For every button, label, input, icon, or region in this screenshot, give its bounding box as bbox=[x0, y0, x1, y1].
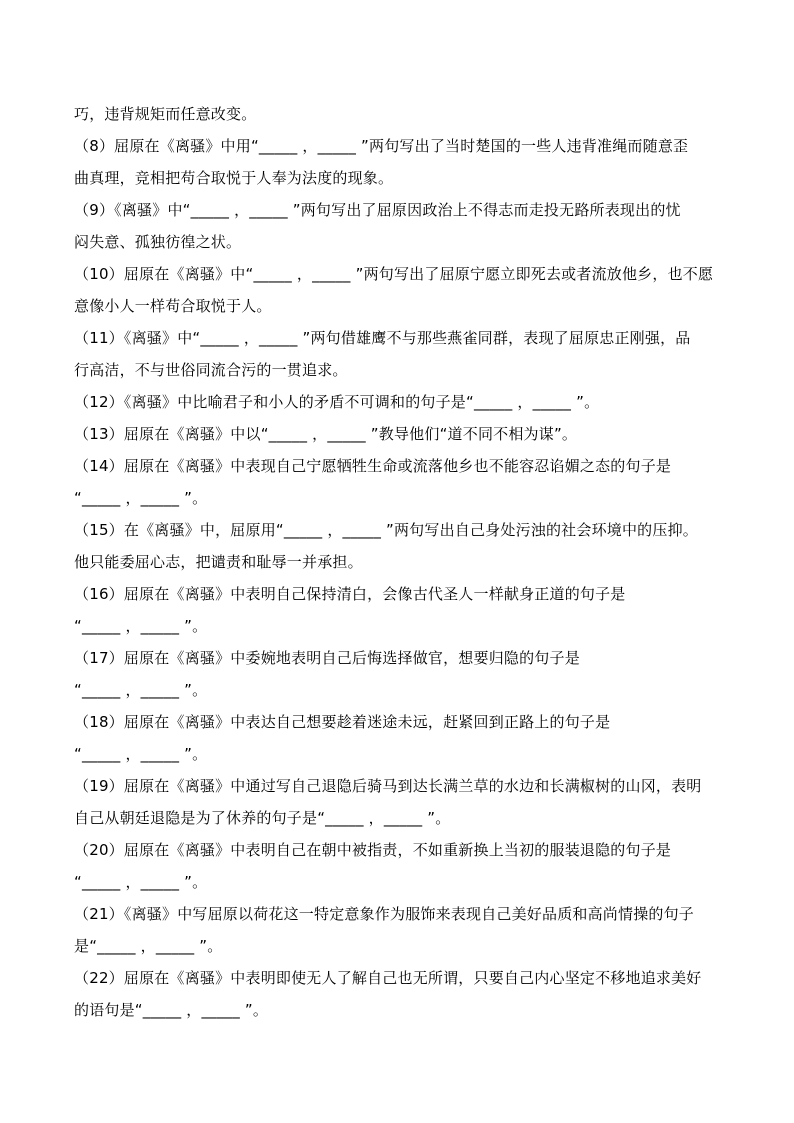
question-15-line-2: 他只能委屈心志，把谴责和耻辱一并承担。 bbox=[74, 553, 363, 571]
question-8-line-1: （8）屈原在《离骚》中用“_____ ，_____ ”两句写出了当时楚国的一些人违背准绳而随意歪 bbox=[74, 137, 689, 155]
question-18-line-2: “_____ ，_____ ”。 bbox=[74, 745, 208, 763]
question-9-line-2: 闷失意、孤独彷徨之状。 bbox=[74, 233, 242, 251]
question-17-line-1: （17）屈原在《离骚》中委婉地表明自己后悔选择做官，想要归隐的句子是 bbox=[74, 649, 580, 667]
question-16-line-1: （16）屈原在《离骚》中表明自己保持清白，会像古代圣人一样献身正道的句子是 bbox=[74, 585, 626, 603]
question-15-line-1: （15）在《离骚》中，屈原用“_____ ，_____ ”两句写出自己身处污浊的社会环境中的压抑。 bbox=[74, 521, 698, 539]
question-11-line-1: （11）《离骚》中“_____ ，_____ ”两句借雄鹰不与那些燕雀同群，表现了屈原忠正刚强，品 bbox=[74, 329, 691, 347]
question-21-line-1: （21）《离骚》中写屈原以荷花这一特定意象作为服饰来表现自己美好品质和高尚情操的句子 bbox=[74, 905, 694, 923]
document-page bbox=[74, 98, 730, 1026]
question-22-line-2: 的语句是“_____ ，_____ ”。 bbox=[74, 1001, 269, 1019]
question-21-line-2: 是“_____ ，_____ ”。 bbox=[74, 937, 223, 955]
question-18-line-1: （18）屈原在《离骚》中表达自己想要趁着迷途未远，赶紧回到正路上的句子是 bbox=[74, 713, 611, 731]
question-8-line-2: 曲真理，竞相把苟合取悦于人奉为法度的现象。 bbox=[74, 169, 394, 187]
question-20-line-2: “_____ ，_____ ”。 bbox=[74, 873, 208, 891]
question-20-line-1: （20）屈原在《离骚》中表明自己在朝中被指责，不如重新换上当初的服装退隐的句子是 bbox=[74, 841, 672, 859]
text-line: 巧，违背规矩而任意改变。 bbox=[74, 105, 257, 123]
question-16-line-2: “_____ ，_____ ”。 bbox=[74, 617, 208, 635]
question-14-line-2: “_____ ，_____ ”。 bbox=[74, 489, 208, 507]
question-12-line-1: （12）《离骚》中比喻君子和小人的矛盾不可调和的句子是“_____ ，_____ ”。 bbox=[74, 393, 600, 411]
question-11-line-2: 行高洁，不与世俗同流合污的一贯追求。 bbox=[74, 361, 348, 379]
question-19-line-2: 自己从朝廷退隐是为了休养的句子是“_____ ，_____ ”。 bbox=[74, 809, 451, 827]
question-22-line-1: （22）屈原在《离骚》中表明即使无人了解自己也无所谓，只要自己内心坚定不移地追求美好 bbox=[74, 969, 702, 987]
question-19-line-1: （19）屈原在《离骚》中通过写自己退隐后骑马到达长满兰草的水边和长满椒树的山冈，表明 bbox=[74, 777, 702, 795]
question-14-line-1: （14）屈原在《离骚》中表现自己宁愿牺牲生命或流落他乡也不能容忍谄媚之态的句子是 bbox=[74, 457, 672, 475]
question-9-line-1: （9）《离骚》中“_____ ，_____ ”两句写出了屈原因政治上不得志而走投无路所表现出的忧 bbox=[74, 201, 681, 219]
question-17-line-2: “_____ ，_____ ”。 bbox=[74, 681, 208, 699]
question-10-line-1: （10）屈原在《离骚》中“_____ ，_____ ”两句写出了屈原宁愿立即死去或者流放他乡，也不愿 bbox=[74, 265, 714, 283]
question-10-line-2: 意像小人一样苟合取悦于人。 bbox=[74, 297, 272, 315]
question-13-line-1: （13）屈原在《离骚》中以“_____ ，_____ ”教导他们“道不同不相为谋”。 bbox=[74, 425, 578, 443]
